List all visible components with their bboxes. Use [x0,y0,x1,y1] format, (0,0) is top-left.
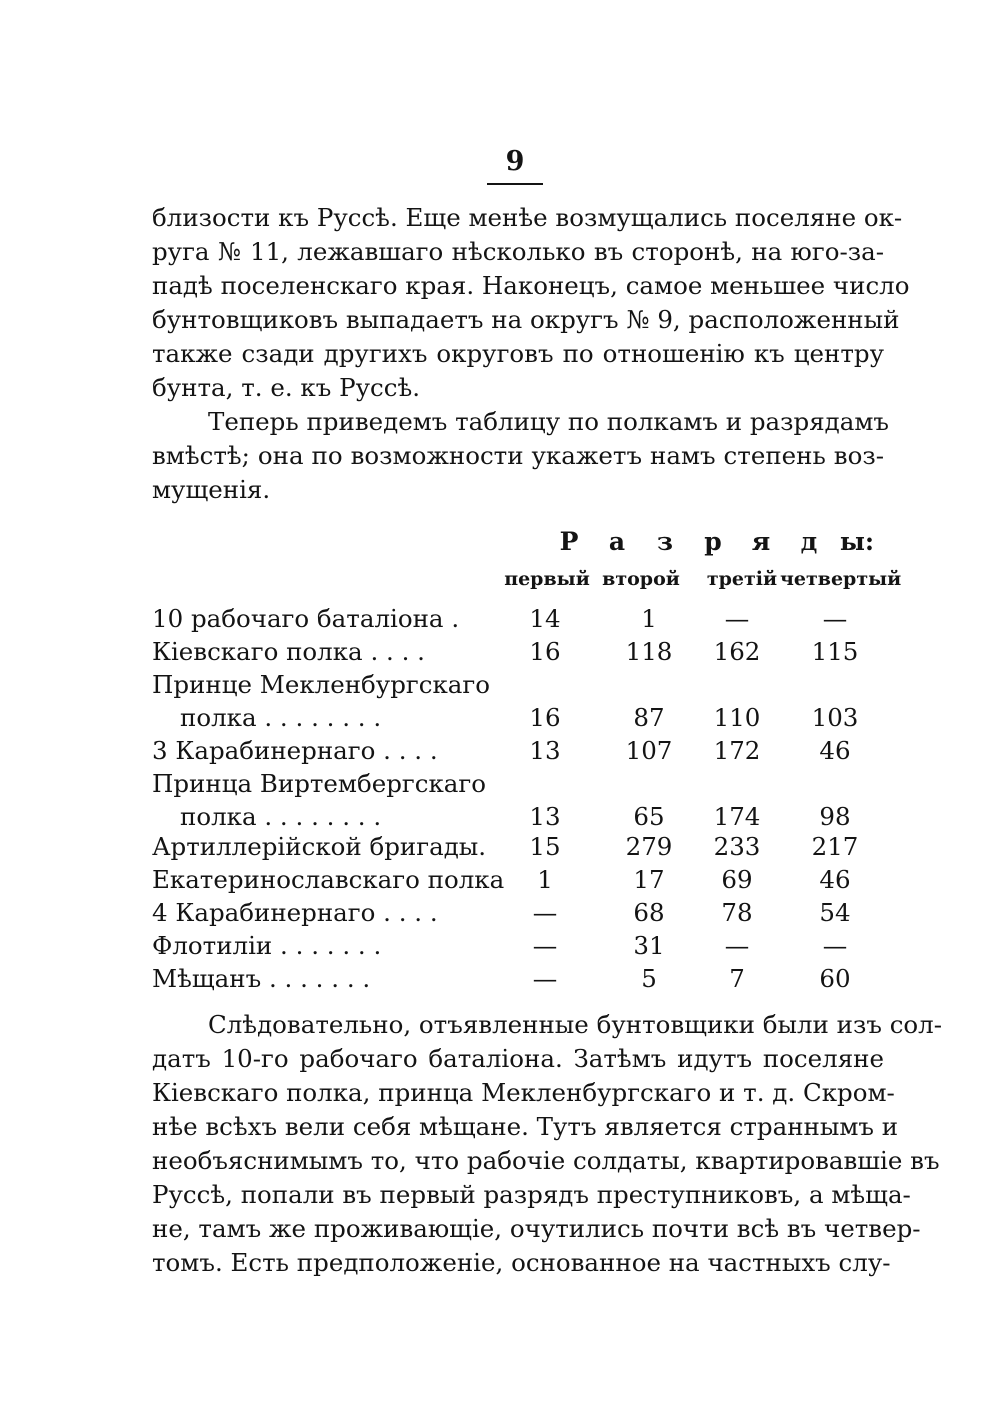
text-line: также сзади другихъ округовъ по отношенію къ центру [152,339,884,368]
table-cell: 31 [633,931,665,960]
table-cell: 69 [721,865,753,894]
text-line: Слѣдовательно, отъявленные бунтовщики были изъ сол- [208,1010,943,1039]
row-label: 3 Карабинернаго . . . . [152,736,438,765]
table-cell: 162 [713,637,761,666]
table-row [152,962,892,995]
table-cell: — [532,931,558,960]
row-label: Екатеринославскаго полка [152,865,505,894]
text-line: Теперь приведемъ таблицу по полкамъ и разрядамъ [208,407,889,436]
table-row [152,800,892,833]
text-line: томъ. Есть предположеніе, основанное на частныхъ слу- [152,1248,891,1277]
table-row [152,830,892,863]
header-letter: д [800,527,818,556]
row-label: Мѣщанъ . . . . . . . [152,964,371,993]
row-label: полка . . . . . . . . [180,703,382,732]
table-cell: 172 [713,736,761,765]
table-cell: 217 [811,832,859,861]
text-line: мущенія. [152,475,271,504]
table-cell: 13 [529,802,561,831]
text-line: не, тамъ же проживающіе, очутились почти всѣ въ четвер- [152,1214,921,1243]
table-cell: 46 [819,736,851,765]
header-letter: Р [559,527,579,556]
paragraph-2 [152,405,889,507]
table-cell: — [822,604,848,633]
table-cell: 87 [633,703,665,732]
table-cell: 7 [729,964,745,993]
text-line: необъяснимымъ то, что рабочіе солдаты, квартировавшіе въ [152,1146,940,1175]
table-cell: 16 [529,703,561,732]
table-row [152,602,892,635]
table-cell: 60 [819,964,851,993]
row-label: Принце Мекленбургскаго [152,670,490,699]
table-cell: 13 [529,736,561,765]
text-line: датъ 10-го рабочаго баталіона. Затѣмъ идутъ поселяне [152,1044,884,1073]
table-cell: 16 [529,637,561,666]
table-row [152,701,892,734]
table-row [152,668,892,701]
column-header-second: второй [602,568,680,590]
paragraph-3 [152,1008,943,1280]
column-header-fourth: четвертый [780,568,902,590]
table-row [152,929,892,962]
table-cell: 65 [633,802,665,831]
table-cell: — [532,898,558,927]
table-row [152,896,892,929]
table-row [152,734,892,767]
text-line: бунтовщиковъ выпадаетъ на округъ № 9, расположенный [152,305,900,334]
header-letter: ы: [839,527,875,556]
text-line: близости къ Руссѣ. Еще менѣе возмущались поселяне ок- [152,203,903,232]
text-line: падѣ поселенскаго края. Наконецъ, самое меньшее число [152,271,910,300]
row-label: 10 рабочаго баталіона . [152,604,460,633]
header-letter: р [704,527,722,556]
row-label: Флотиліи . . . . . . . [152,931,382,960]
table-cell: — [724,931,750,960]
table-cell: 17 [633,865,665,894]
table-cell: 5 [641,964,657,993]
table-cell: 110 [713,703,761,732]
column-header-third: третій [706,568,778,590]
table-group-header [545,527,881,556]
text-line: руга № 11, лежавшаго нѣсколько въ сторонѣ, на юго-за- [152,237,884,266]
table-cell: 107 [625,736,673,765]
table-row [152,767,892,800]
row-label: 4 Карабинернаго . . . . [152,898,438,927]
table-cell: 115 [811,637,859,666]
row-label: полка . . . . . . . . [180,802,382,831]
table-cell: — [724,604,750,633]
table-row [152,635,892,668]
table-cell: 1 [641,604,657,633]
column-header-first: первый [504,568,590,590]
header-letter: я [751,527,771,556]
table-cell: 78 [721,898,753,927]
text-line: бунта, т. е. къ Руссѣ. [152,373,421,402]
text-line: нѣе всѣхъ вели себя мѣщане. Тутъ является страннымъ и [152,1112,899,1141]
table-cell: 118 [625,637,673,666]
row-label: Артиллерійской бригады. [152,832,487,861]
table-cell: 54 [819,898,851,927]
table-cell: — [532,964,558,993]
row-label: Принца Виртембергскаго [152,769,486,798]
text-line: Руссѣ, попали въ первый разрядъ преступниковъ, а мѣща- [152,1180,911,1209]
table-cell: 174 [713,802,761,831]
table-cell: 98 [819,802,851,831]
text-line: Кіевскаго полка, принца Мекленбургскаго и т. д. Скром- [152,1078,895,1107]
page-number: 9 [487,146,543,185]
table-cell: 233 [713,832,761,861]
table-cell: 103 [811,703,859,732]
row-label: Кіевскаго полка . . . . [152,637,425,666]
table-cell: 279 [625,832,673,861]
paragraph-1 [152,201,910,405]
table-cell: 68 [633,898,665,927]
text-line: вмѣстѣ; она по возможности укажетъ намъ степень воз- [152,441,884,470]
table-cell: 1 [537,865,553,894]
header-letter: а [608,527,626,556]
table-cell: 46 [819,865,851,894]
table-cell: 15 [529,832,561,861]
table-cell: — [822,931,848,960]
table-row [152,863,892,896]
table-cell: 14 [529,604,561,633]
header-letter: з [657,527,673,556]
